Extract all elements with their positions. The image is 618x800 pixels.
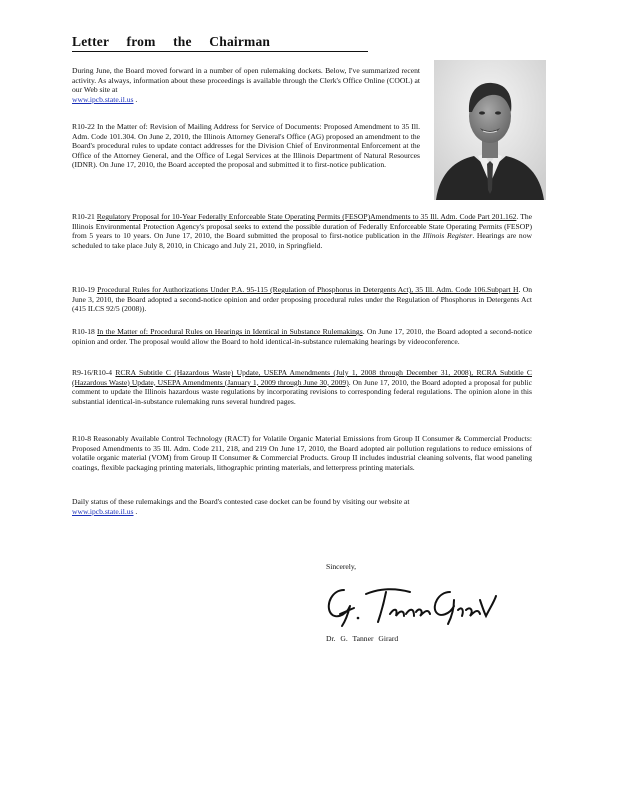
item-text: On June 17, 2010, the Board adopted air pollution regulations to reduce emissions of volatile organic material (VOM) from Group II Consumer & Commercial Products. Group II includes industrial cleaning solvents, flat wood paneling coatings, flexible packaging printing materials, lithographic printing materials, and letterpress printing materials. — [72, 443, 532, 472]
website-link[interactable]: www.ipcb.state.il.us — [72, 94, 134, 104]
item-r10-21 — [72, 212, 532, 257]
item-text-2: . Hearings are now scheduled to take place July 8, 2010, in Chicago and July 21, 2010, in Springfield. — [72, 231, 532, 250]
item-id: R10-18 — [72, 327, 95, 336]
item-text: . On June 17, 2010, the Board adopted a second-notice opinion and order. The proposal would allow the Board to hold identical-in-substance rulemaking hearings by videoconference. — [72, 327, 532, 346]
item-id: R10-21 — [72, 212, 95, 221]
closing-paragraph — [72, 497, 532, 523]
item-text: . On June 17, 2010, the Board adopted a proposal for public comment to update the Illinois hazardous waste regulations by incorporating revisions to corresponding federal regulations. The opinion alone in this substantial identical-in-substance rulemaking runs several hundred pages. — [72, 377, 532, 406]
item-title[interactable]: Procedural Rules for Authorizations Under P.A. 95-115 (Regulation of Phosphorus in Detergents Act), 35 Ill. Adm. Code 106.Subpart H — [97, 285, 519, 294]
website-link[interactable]: www.ipcb.state.il.us — [72, 506, 134, 516]
handwritten-signature — [320, 578, 500, 630]
item-title[interactable]: Regulatory Proposal for 10-Year Federally Enforceable State Operating Permits (FESOP)Amendments to 35 Ill. Adm. Code Part 201.162 — [96, 212, 517, 221]
item-r10-8 — [72, 434, 532, 479]
intro-end: . — [135, 94, 138, 104]
item-r10-22 — [72, 122, 420, 177]
item-italic: Illinois Register — [422, 231, 473, 241]
chairman-photo — [434, 60, 546, 200]
portrait-image — [434, 60, 546, 200]
item-r10-18 — [72, 327, 532, 353]
item-id: R10-19 — [72, 285, 95, 294]
intro-paragraph — [72, 66, 420, 111]
item-text: . The Illinois Environmental Protection Agency's proposal seeks to extend the possible duration of Federally Enforceable State Operating Permits (FESOP) from 5 years to 10 years. On June 17, 2010, the Board submitted the proposal to first-notice publication in the — [72, 212, 532, 241]
salutation: Sincerely, — [326, 562, 357, 571]
item-id: R10-8 — [72, 434, 91, 443]
item-id: R10-22 — [72, 122, 95, 131]
page-title: Letter from the Chairman — [72, 34, 368, 52]
closing-text: Daily status of these rulemakings and the Board's contested case docket can be found by visiting our website at — [72, 497, 410, 506]
item-r9-16-r10-4 — [72, 368, 532, 413]
closing-end: . — [135, 506, 138, 516]
item-title[interactable]: RCRA Subtitle C (Hazardous Waste) Update, USEPA Amendments (July 1, 2008 through December 31, 2008), RCRA Subtitle C (Hazardous Waste) Update, USEPA Amendments (January 1, 2009 through June 30, 2009) — [72, 368, 532, 387]
item-title: Reasonably Available Control Technology (RACT) for Volatile Organic Material Emissions from Group II Consumer & Commercial Products: Proposed Amendments to 35 Ill. Adm. Code 211, 218, and 219 — [72, 434, 532, 453]
item-text: . On June 3, 2010, the Board adopted a second-notice opinion and order proposing procedural rules under the Regulation of Phosphorus in Detergents Act (415 ILCS 92/5 (2008)). — [72, 285, 533, 314]
item-title[interactable]: In the Matter of: Procedural Rules on Hearings in Identical in Substance Rulemakings — [97, 327, 363, 336]
item-title: In the Matter of: Revision of Mailing Address for Service of Documents: Proposed Amendment to 35 Ill. Adm. Code 101.304 — [72, 122, 420, 141]
item-text: . On June 2, 2010, the Illinois Attorney General's Office (AG) proposed an amendment to the Board's procedural rules to update contact addresses for the Division Chief of Environmental Enforcement at the Office of the Attorney General, and the Office of Legal Services at the Illinois Department of Natural Resources (IDNR). On June 17, 2010, the Board accepted the proposal and submitted it to first-notice publication. — [72, 131, 420, 170]
item-id: R9-16/R10-4 — [72, 368, 113, 377]
signer-name: Dr. G. Tanner Girard — [326, 634, 399, 643]
item-r10-19 — [72, 285, 532, 321]
intro-text: During June, the Board moved forward in a number of open rulemaking dockets. Below, I've summarized recent activity. As always, information about these proceedings is available through the Clerk's Office Online (COOL) at our Web site at — [72, 66, 420, 95]
